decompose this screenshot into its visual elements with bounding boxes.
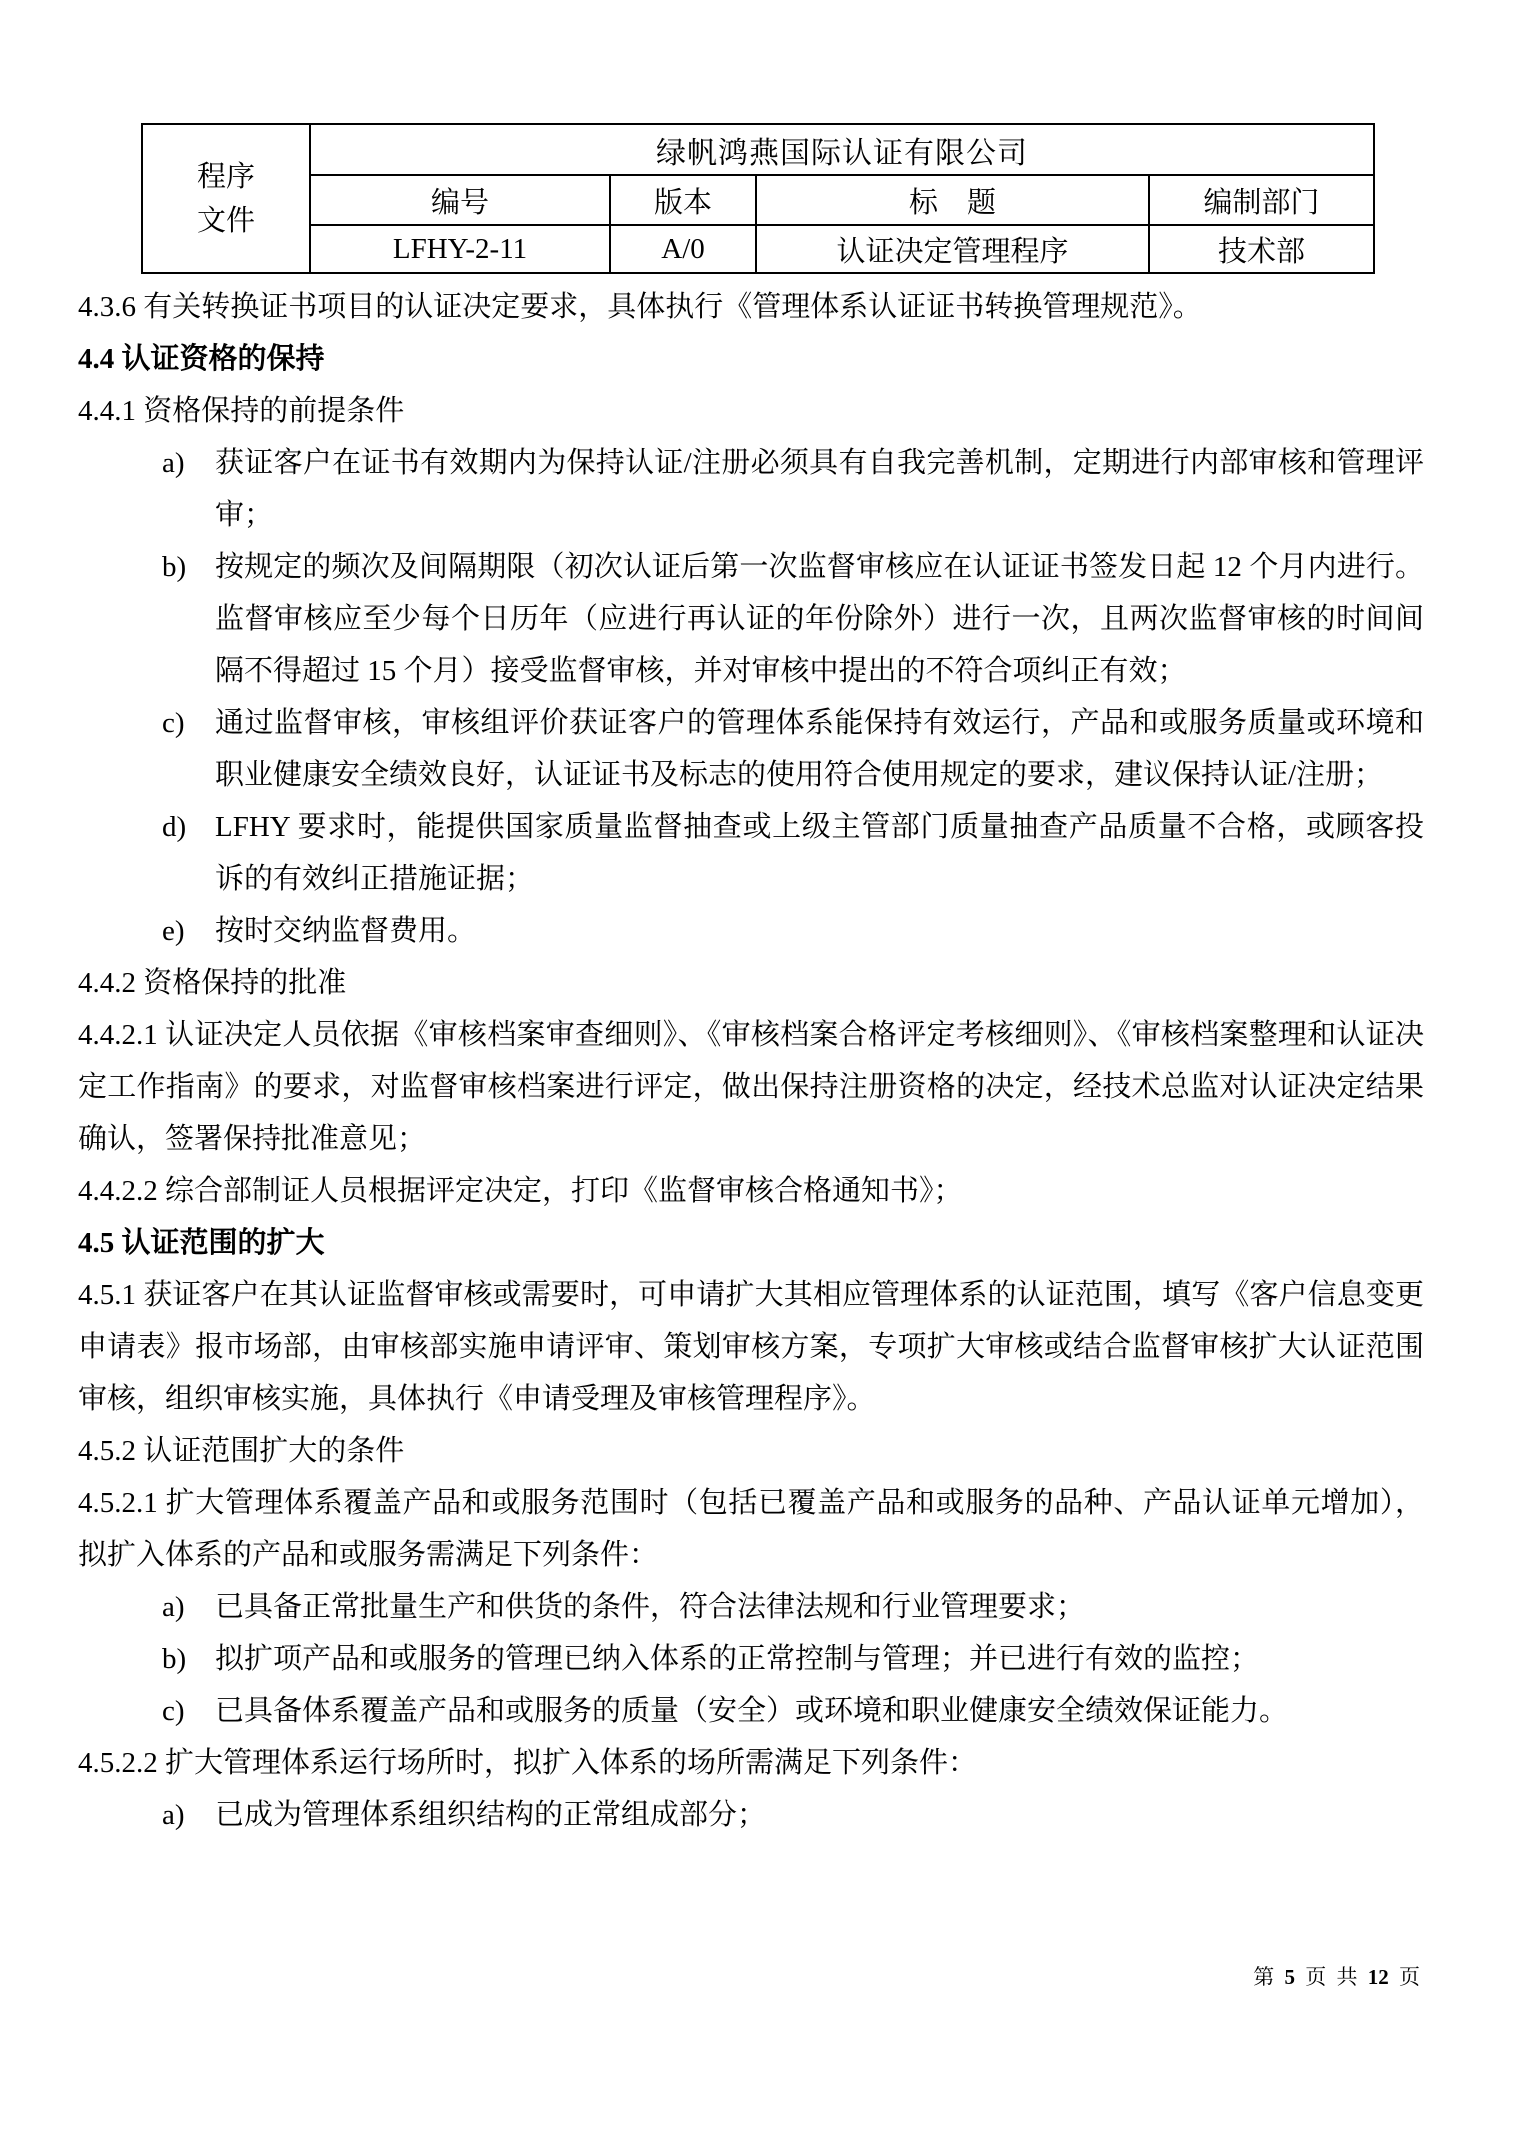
- paragraph-4-4-2-1: 4.4.2.1 认证决定人员依据《审核档案审查细则》、《审核档案合格评定考核细则》、《审核档案整理和认证决定工作指南》的要求，对监督审核档案进行评定，做出保持注册资格的决定，经技术总监对认证决定结果确认，签署保持批准意见；: [78, 1019, 1424, 1155]
- document-header-table: [141, 123, 1375, 274]
- doc-type-line2: 文件: [196, 204, 255, 237]
- current-page-number: 5: [1284, 1965, 1295, 1989]
- paragraph-4-5-1: 4.5.1 获证客户在其认证监督审核或需要时，可申请扩大其相应管理体系的认证范围，填写《客户信息变更申请表》报市场部，由审核部实施申请评审、策划审核方案，专项扩大审核或结合监督审核扩大认证范围审核，组织审核实施，具体执行《申请受理及审核管理程序》。: [78, 1279, 1424, 1415]
- paragraph-4-4-1: 4.4.1 资格保持的前提条件: [78, 395, 405, 427]
- list-item-b: [78, 541, 1424, 697]
- heading-4-5: 4.5 认证范围的扩大: [78, 1227, 325, 1259]
- list-marker: c): [162, 707, 185, 739]
- list-marker: a): [162, 447, 185, 479]
- heading-4-4: 4.4 认证资格的保持: [78, 343, 325, 375]
- list-item-a: [78, 437, 1424, 541]
- header-version-label: 版本: [610, 175, 756, 225]
- list-item-b2: [78, 1633, 1424, 1685]
- list-item-text: 按规定的频次及间隔期限（初次认证后第一次监督审核应在认证证书签发日起 12 个月内进行。监督审核应至少每个日历年（应进行再认证的年份除外）进行一次，且两次监督审核的时间间隔不得超过 15 个月）接受监督审核，并对审核中提出的不符合项纠正有效；: [215, 551, 1424, 687]
- paragraph-4-5-2: 4.5.2 认证范围扩大的条件: [78, 1435, 405, 1467]
- footer-text: 页 共: [1305, 1965, 1358, 1989]
- list-item-text: 按时交纳监督费用。: [215, 915, 477, 947]
- list-item-text: 通过监督审核，审核组评价获证客户的管理体系能保持有效运行，产品和或服务质量或环境和职业健康安全绩效良好，认证证书及标志的使用符合使用规定的要求，建议保持认证/注册；: [215, 707, 1424, 791]
- list-item-d: [78, 801, 1424, 905]
- list-item-text: 已具备体系覆盖产品和或服务的质量（安全）或环境和职业健康安全绩效保证能力。: [215, 1695, 1289, 1727]
- doc-code-value: LFHY-2-11: [310, 225, 610, 273]
- header-code-label: 编号: [310, 175, 610, 225]
- list-marker: b): [162, 551, 187, 583]
- list-marker: c): [162, 1695, 185, 1727]
- list-marker: a): [162, 1799, 185, 1831]
- doc-type-line1: 程序: [196, 160, 255, 193]
- paragraph-4-5-2-1: 4.5.2.1 扩大管理体系覆盖产品和或服务范围时（包括已覆盖产品和或服务的品种、产品认证单元增加），拟扩入体系的产品和或服务需满足下列条件：: [78, 1487, 1424, 1571]
- footer-text: 页: [1399, 1965, 1420, 1989]
- list-marker: b): [162, 1643, 187, 1675]
- footer-text: 第: [1253, 1965, 1275, 1989]
- list-item-e: [78, 905, 1424, 957]
- page-number-footer: [1253, 1962, 1420, 1992]
- header-dept-label: 编制部门: [1149, 175, 1374, 225]
- list-marker: e): [162, 915, 185, 947]
- list-item-text: 获证客户在证书有效期内为保持认证/注册必须具有自我完善机制，定期进行内部审核和管理评审；: [215, 447, 1424, 531]
- doc-title-value: 认证决定管理程序: [756, 225, 1149, 273]
- list-marker: d): [162, 811, 187, 843]
- list-item-a3: [78, 1789, 1424, 1841]
- list-marker: a): [162, 1591, 185, 1623]
- list-item-text: LFHY 要求时，能提供国家质量监督抽查或上级主管部门质量抽查产品质量不合格，或顾客投诉的有效纠正措施证据；: [215, 811, 1424, 895]
- list-item-c: [78, 697, 1424, 801]
- list-item-text: 已成为管理体系组织结构的正常组成部分；: [215, 1799, 767, 1831]
- header-title-label: 标 题: [756, 175, 1149, 225]
- list-item-a2: [78, 1581, 1424, 1633]
- paragraph-4-3-6: 4.3.6 有关转换证书项目的认证决定要求，具体执行《管理体系认证证书转换管理规范》。: [78, 291, 1202, 323]
- paragraph-4-4-2-2: 4.4.2.2 综合部制证人员根据评定决定，打印《监督审核合格通知书》；: [78, 1175, 963, 1207]
- doc-version-value: A/0: [610, 225, 756, 273]
- list-item-text: 拟扩项产品和或服务的管理已纳入体系的正常控制与管理；并已进行有效的监控；: [215, 1643, 1260, 1675]
- company-name-cell: 绿帆鸿燕国际认证有限公司: [310, 124, 1374, 175]
- list-item-c2: [78, 1685, 1424, 1737]
- document-body: [78, 281, 1424, 1841]
- paragraph-4-5-2-2: 4.5.2.2 扩大管理体系运行场所时，拟扩入体系的场所需满足下列条件：: [78, 1747, 978, 1779]
- doc-type-cell: [142, 124, 310, 273]
- total-page-count: 12: [1367, 1965, 1389, 1989]
- list-item-text: 已具备正常批量生产和供货的条件，符合法律法规和行业管理要求；: [215, 1591, 1086, 1623]
- paragraph-4-4-2: 4.4.2 资格保持的批准: [78, 967, 347, 999]
- doc-dept-value: 技术部: [1149, 225, 1374, 273]
